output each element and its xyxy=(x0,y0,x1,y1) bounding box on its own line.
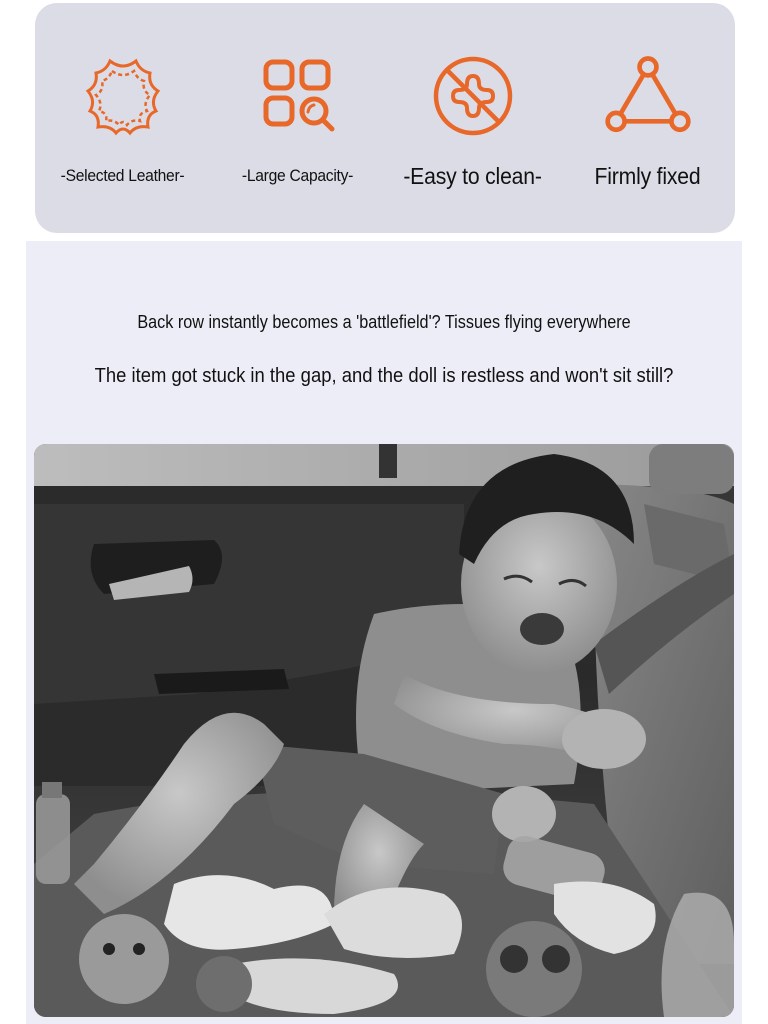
firmly-fixed-icon xyxy=(603,51,693,141)
feature-label: -Selected Leather- xyxy=(60,166,185,185)
feature-large-capacity xyxy=(210,3,385,233)
pain-points-panel xyxy=(26,241,742,1024)
feature-label: -Easy to clean- xyxy=(403,163,542,189)
large-capacity-icon xyxy=(253,51,343,141)
feature-selected-leather xyxy=(35,3,210,233)
feature-label: -Large Capacity- xyxy=(241,166,354,185)
easy-clean-icon xyxy=(428,51,518,141)
crying-child-photo xyxy=(34,444,734,1017)
feature-easy-clean xyxy=(385,3,560,233)
feature-label: Firmly fixed xyxy=(594,163,701,189)
feature-firmly-fixed xyxy=(560,3,735,233)
leather-icon xyxy=(78,51,168,141)
photo-illustration xyxy=(34,444,734,1017)
pain-point-line-2: The item got stuck in the gap, and the doll is restless and won't sit still? xyxy=(94,364,674,387)
pain-point-line-1: Back row instantly becomes a 'battlefield'? Tissues flying everywhere xyxy=(137,312,631,332)
features-card xyxy=(35,3,735,233)
